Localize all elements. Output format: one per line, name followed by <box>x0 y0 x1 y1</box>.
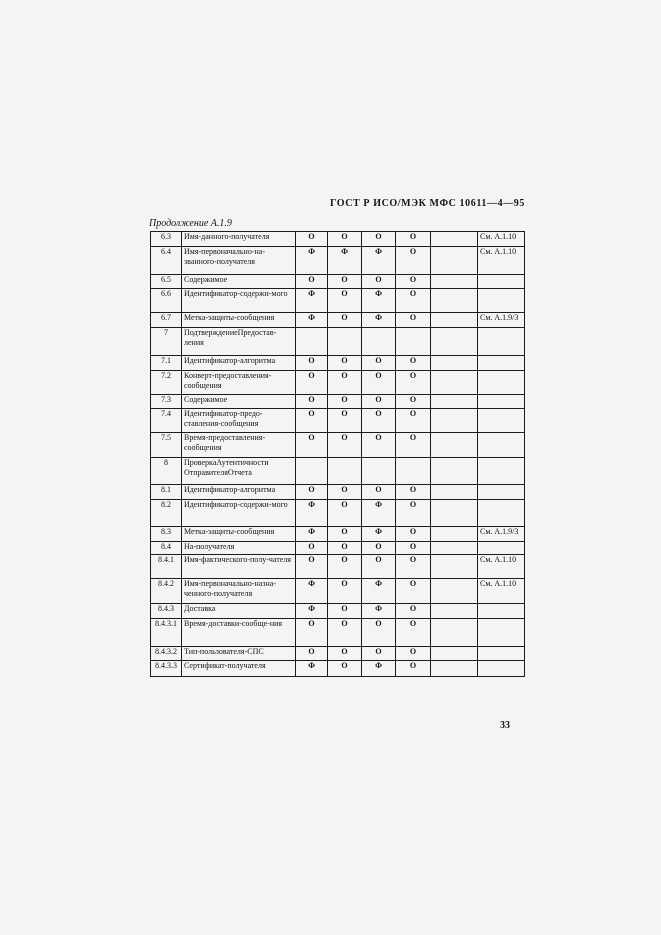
table-body <box>151 232 525 677</box>
cell-col1: О <box>296 409 328 433</box>
cell-reference: См. А.1.9/3 <box>478 527 525 542</box>
row-number: 8.4.3.2 <box>151 647 182 661</box>
cell-col3: О <box>362 555 396 579</box>
cell-col5 <box>431 247 478 275</box>
cell-col2: О <box>328 313 362 328</box>
table-row <box>151 313 525 328</box>
cell-col5 <box>431 542 478 555</box>
row-name: Идентификатор-предо-ставления-сообщения <box>182 409 296 433</box>
cell-col4: О <box>396 433 431 458</box>
cell-reference <box>478 604 525 619</box>
cell-col5 <box>431 527 478 542</box>
table-row <box>151 647 525 661</box>
cell-col5 <box>431 395 478 409</box>
cell-col4: О <box>396 275 431 289</box>
cell-reference: См. А.1.10 <box>478 232 525 247</box>
row-number: 8.4 <box>151 542 182 555</box>
cell-col4: О <box>396 619 431 647</box>
table-row <box>151 458 525 485</box>
cell-col2: О <box>328 485 362 500</box>
row-number: 8.4.1 <box>151 555 182 579</box>
row-number: 8.3 <box>151 527 182 542</box>
cell-col4: О <box>396 232 431 247</box>
table-row <box>151 555 525 579</box>
cell-col5 <box>431 555 478 579</box>
cell-col3: О <box>362 395 396 409</box>
cell-col5 <box>431 500 478 527</box>
cell-col2: О <box>328 433 362 458</box>
cell-col5 <box>431 356 478 371</box>
cell-col2: О <box>328 395 362 409</box>
cell-col2: О <box>328 579 362 604</box>
cell-col5 <box>431 313 478 328</box>
cell-col3: О <box>362 485 396 500</box>
cell-reference <box>478 619 525 647</box>
cell-col4: О <box>396 661 431 677</box>
cell-col2: О <box>328 500 362 527</box>
requirements-table <box>150 231 525 677</box>
cell-col3: Ф <box>362 247 396 275</box>
cell-reference <box>478 356 525 371</box>
row-name: Идентификатор-алгоритма <box>182 356 296 371</box>
cell-reference: См. А.1.10 <box>478 247 525 275</box>
row-name: На-получателя <box>182 542 296 555</box>
table-row <box>151 247 525 275</box>
cell-col2 <box>328 328 362 356</box>
table-row <box>151 328 525 356</box>
row-name: Имя-первоначально-на-званного-получателя <box>182 247 296 275</box>
cell-col4: О <box>396 485 431 500</box>
cell-col1: Ф <box>296 313 328 328</box>
cell-col4: О <box>396 313 431 328</box>
cell-col3: О <box>362 356 396 371</box>
cell-col3: О <box>362 275 396 289</box>
cell-col2: О <box>328 409 362 433</box>
cell-reference <box>478 433 525 458</box>
row-number: 6.7 <box>151 313 182 328</box>
row-number: 8.4.3 <box>151 604 182 619</box>
cell-col5 <box>431 433 478 458</box>
table-continuation-label: Продолжение А.1.9 <box>149 218 232 229</box>
cell-col4 <box>396 458 431 485</box>
cell-col4: О <box>396 356 431 371</box>
page-number: 33 <box>500 720 510 731</box>
cell-col3: Ф <box>362 579 396 604</box>
cell-col3 <box>362 328 396 356</box>
row-number: 6.5 <box>151 275 182 289</box>
cell-reference: См. А.1.10 <box>478 555 525 579</box>
cell-col2: О <box>328 275 362 289</box>
cell-col1: Ф <box>296 289 328 313</box>
cell-col3: О <box>362 647 396 661</box>
cell-col5 <box>431 619 478 647</box>
table-row <box>151 542 525 555</box>
cell-col3: Ф <box>362 527 396 542</box>
table-row <box>151 604 525 619</box>
cell-col4: О <box>396 395 431 409</box>
cell-col5 <box>431 289 478 313</box>
row-name: Содержимое <box>182 275 296 289</box>
row-number: 7.1 <box>151 356 182 371</box>
cell-reference <box>478 458 525 485</box>
row-name: Идентификатор-содержи-мого <box>182 289 296 313</box>
cell-col3: О <box>362 371 396 395</box>
cell-col1: Ф <box>296 579 328 604</box>
cell-col1: О <box>296 433 328 458</box>
row-name: ПроверкаАутентичности ОтправителяОтчета <box>182 458 296 485</box>
cell-col4 <box>396 328 431 356</box>
cell-col3: Ф <box>362 313 396 328</box>
cell-col3 <box>362 458 396 485</box>
table-row <box>151 289 525 313</box>
cell-col5 <box>431 371 478 395</box>
cell-col2: О <box>328 555 362 579</box>
cell-reference <box>478 647 525 661</box>
row-number: 6.3 <box>151 232 182 247</box>
cell-col4: О <box>396 579 431 604</box>
cell-col4: О <box>396 527 431 542</box>
cell-col5 <box>431 328 478 356</box>
table-row <box>151 661 525 677</box>
cell-col2: О <box>328 356 362 371</box>
cell-col1: О <box>296 356 328 371</box>
row-name: Содержимое <box>182 395 296 409</box>
row-name: Метка-защиты-сообщения <box>182 527 296 542</box>
row-name: Тип-пользователя-СПС <box>182 647 296 661</box>
row-name: Имя-данного-получателя <box>182 232 296 247</box>
cell-col2: О <box>328 604 362 619</box>
cell-col4: О <box>396 247 431 275</box>
cell-reference: См. А.1.10 <box>478 579 525 604</box>
row-number: 8.4.3.1 <box>151 619 182 647</box>
row-number: 8.2 <box>151 500 182 527</box>
cell-col5 <box>431 232 478 247</box>
cell-col5 <box>431 409 478 433</box>
cell-col1: Ф <box>296 527 328 542</box>
cell-col5 <box>431 485 478 500</box>
cell-col1: Ф <box>296 247 328 275</box>
cell-col1 <box>296 458 328 485</box>
row-number: 6.6 <box>151 289 182 313</box>
row-name: Метка-защиты-сообщения <box>182 313 296 328</box>
row-name: Время-предоставления-сообщения <box>182 433 296 458</box>
cell-reference <box>478 485 525 500</box>
cell-col1 <box>296 328 328 356</box>
row-name: Идентификатор-содержи-мого <box>182 500 296 527</box>
table-row <box>151 409 525 433</box>
cell-col1: Ф <box>296 661 328 677</box>
cell-col1: О <box>296 619 328 647</box>
cell-col3: Ф <box>362 661 396 677</box>
cell-col2: О <box>328 542 362 555</box>
table-row <box>151 371 525 395</box>
row-number: 6.4 <box>151 247 182 275</box>
cell-col2: О <box>328 661 362 677</box>
cell-col1: О <box>296 647 328 661</box>
cell-col4: О <box>396 604 431 619</box>
row-number: 8.4.2 <box>151 579 182 604</box>
table-row <box>151 485 525 500</box>
cell-col4: О <box>396 409 431 433</box>
row-name: ПодтверждениеПредостав-ления <box>182 328 296 356</box>
cell-col2: О <box>328 619 362 647</box>
cell-col5 <box>431 661 478 677</box>
cell-col2: О <box>328 647 362 661</box>
cell-col5 <box>431 604 478 619</box>
cell-col2: Ф <box>328 247 362 275</box>
cell-reference <box>478 542 525 555</box>
cell-col3: О <box>362 232 396 247</box>
cell-col1: О <box>296 371 328 395</box>
cell-col5 <box>431 275 478 289</box>
row-name: Сертификат-получателя <box>182 661 296 677</box>
cell-col1: О <box>296 232 328 247</box>
cell-col5 <box>431 647 478 661</box>
cell-col4: О <box>396 500 431 527</box>
cell-col3: О <box>362 542 396 555</box>
row-number: 7.4 <box>151 409 182 433</box>
table-row <box>151 527 525 542</box>
table-row <box>151 275 525 289</box>
cell-reference <box>478 395 525 409</box>
cell-reference <box>478 500 525 527</box>
cell-col1: О <box>296 275 328 289</box>
cell-reference <box>478 289 525 313</box>
cell-col1: О <box>296 555 328 579</box>
row-name: Имя-фактического-полу-чателя <box>182 555 296 579</box>
cell-reference <box>478 661 525 677</box>
cell-reference <box>478 275 525 289</box>
cell-col1: Ф <box>296 604 328 619</box>
row-number: 7 <box>151 328 182 356</box>
row-number: 7.5 <box>151 433 182 458</box>
cell-col4: О <box>396 371 431 395</box>
cell-reference <box>478 409 525 433</box>
cell-col3: О <box>362 619 396 647</box>
document-header: ГОСТ Р ИСО/МЭК МФС 10611—4—95 <box>330 198 526 209</box>
cell-col1: Ф <box>296 500 328 527</box>
table-row <box>151 579 525 604</box>
row-name: Время-доставки-сообще-ния <box>182 619 296 647</box>
table-row <box>151 395 525 409</box>
cell-col2: О <box>328 527 362 542</box>
cell-reference: См. А.1.9/3 <box>478 313 525 328</box>
row-number: 7.3 <box>151 395 182 409</box>
table-row <box>151 356 525 371</box>
cell-col1: О <box>296 485 328 500</box>
cell-col2: О <box>328 289 362 313</box>
row-number: 8.4.3.3 <box>151 661 182 677</box>
cell-col5 <box>431 579 478 604</box>
cell-col5 <box>431 458 478 485</box>
cell-col2: О <box>328 371 362 395</box>
cell-col1: О <box>296 542 328 555</box>
table-row <box>151 232 525 247</box>
row-number: 7.2 <box>151 371 182 395</box>
cell-reference <box>478 328 525 356</box>
table-row <box>151 500 525 527</box>
cell-col4: О <box>396 289 431 313</box>
table-row <box>151 433 525 458</box>
cell-reference <box>478 371 525 395</box>
cell-col2: О <box>328 232 362 247</box>
cell-col3: Ф <box>362 500 396 527</box>
row-name: Имя-первоначально-назна-ченного-получателя <box>182 579 296 604</box>
cell-col3: О <box>362 409 396 433</box>
cell-col3: О <box>362 433 396 458</box>
row-number: 8 <box>151 458 182 485</box>
cell-col1: О <box>296 395 328 409</box>
row-number: 8.1 <box>151 485 182 500</box>
cell-col3: Ф <box>362 289 396 313</box>
cell-col3: Ф <box>362 604 396 619</box>
row-name: Конверт-предоставления-сообщения <box>182 371 296 395</box>
cell-col4: О <box>396 555 431 579</box>
row-name: Идентификатор-алгоритма <box>182 485 296 500</box>
cell-col2 <box>328 458 362 485</box>
table-row <box>151 619 525 647</box>
row-name: Доставка <box>182 604 296 619</box>
cell-col4: О <box>396 647 431 661</box>
cell-col4: О <box>396 542 431 555</box>
